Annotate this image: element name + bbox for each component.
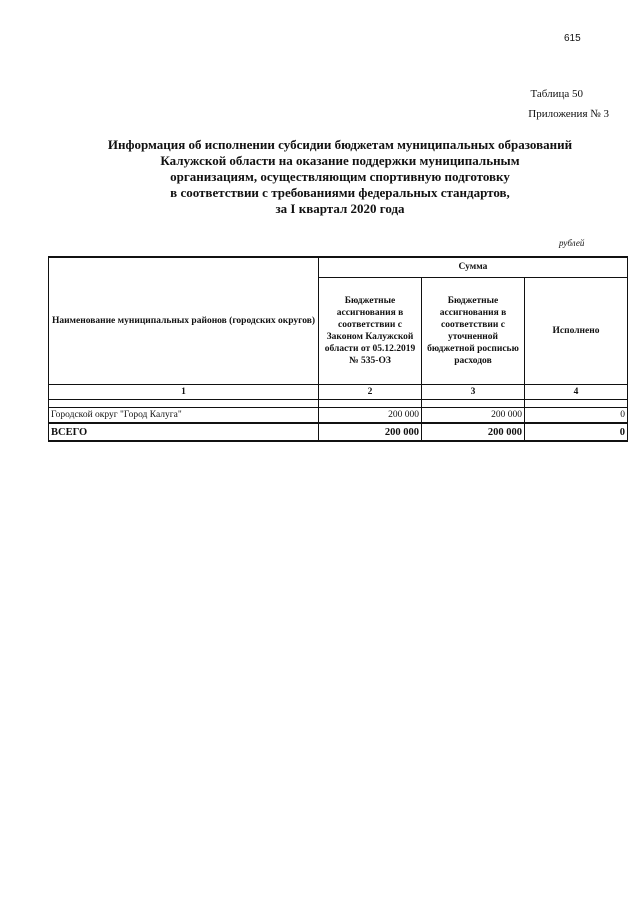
document-title [40,137,640,217]
column-number: 2 [319,384,422,399]
currency-unit: рублей [559,238,585,248]
appendix-label: Приложения № 3 [528,108,609,120]
title-line: организациям, осуществляющим спортивную подготовку [170,169,510,184]
spacer-cell [422,399,525,407]
header-budget-law: Бюджетные ассигнования в соответствии с Законом Калужской области от 05.12.2019 № 535-ОЗ [319,277,422,384]
spacer-cell [49,399,319,407]
row-municipality-name: Городской округ "Город Калуга" [49,407,319,423]
column-number: 3 [422,384,525,399]
header-executed: Исполнено [525,277,628,384]
row-executed: 0 [525,407,628,423]
total-label: ВСЕГО [49,423,319,441]
page-number: 615 [564,33,581,44]
header-sum: Сумма [319,257,628,277]
table-row [49,407,628,423]
header-budget-adjusted: Бюджетные ассигнования в соответствии с уточненной бюджетной росписью расходов [422,277,525,384]
header-municipality: Наименование муниципальных районов (городских округов) [49,257,319,384]
title-line: в соответствии с требованиями федеральных стандартов, [170,185,510,200]
execution-table [48,256,628,442]
title-line: за I квартал 2020 года [275,201,405,216]
column-number: 4 [525,384,628,399]
total-executed: 0 [525,423,628,441]
spacer-cell [525,399,628,407]
total-budget-law: 200 000 [319,423,422,441]
table-label: Таблица 50 [530,88,583,100]
title-line: Калужской области на оказание поддержки муниципальным [160,153,520,168]
total-budget-adjusted: 200 000 [422,423,525,441]
column-number: 1 [49,384,319,399]
row-budget-law: 200 000 [319,407,422,423]
row-budget-adjusted: 200 000 [422,407,525,423]
title-line: Информация об исполнении субсидии бюджетам муниципальных образований [107,137,573,152]
spacer-cell [319,399,422,407]
total-row [49,423,628,441]
